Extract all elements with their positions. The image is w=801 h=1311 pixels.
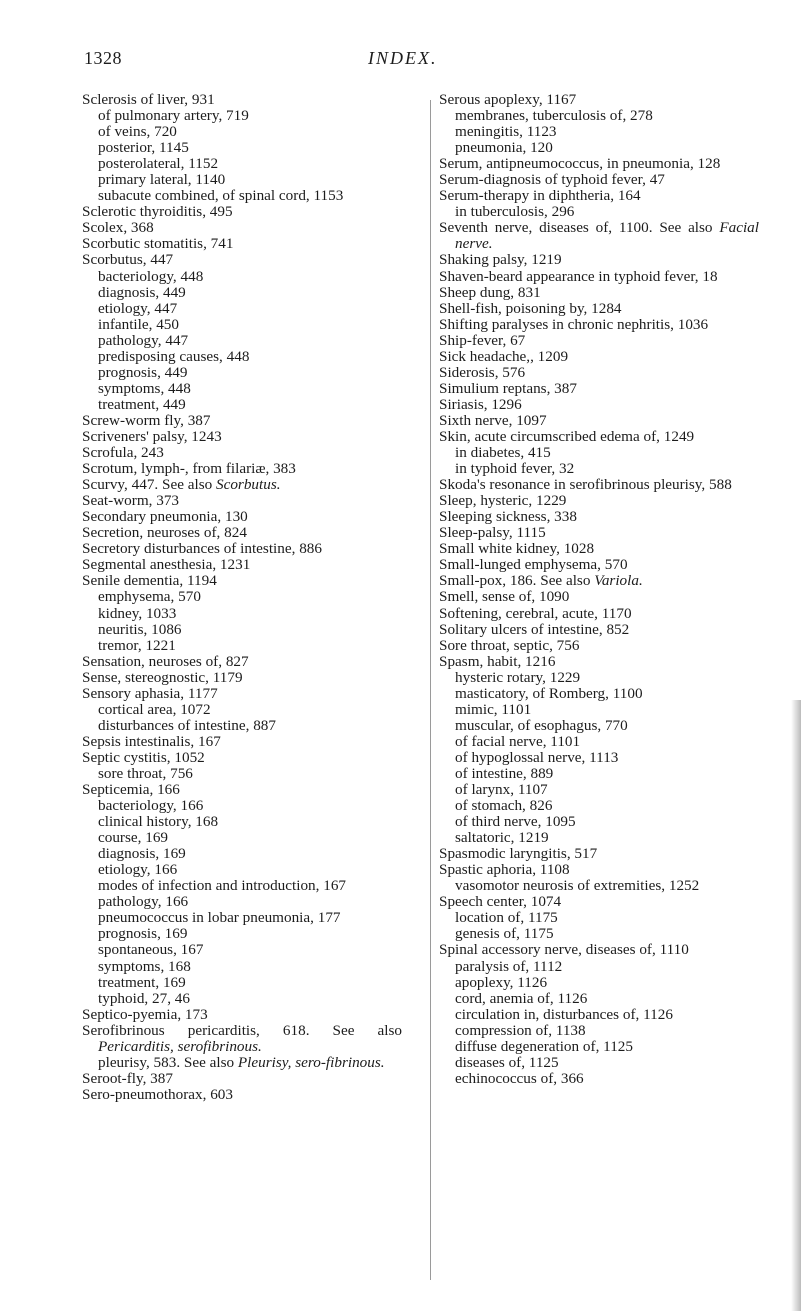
index-entry — [82, 397, 402, 413]
index-entry-text: Spastic aphoria, 1108 — [439, 861, 570, 879]
index-entry — [439, 493, 759, 509]
index-entry-text: Simulium reptans, 387 — [439, 379, 577, 397]
index-entry-text: Sense, stereognostic, 1179 — [82, 668, 243, 686]
index-entry — [82, 413, 402, 429]
index-entry-text: apoplexy, 1126 — [455, 973, 548, 991]
index-entry-text: Septicemia, 166 — [82, 781, 180, 799]
index-entry-text: bacteriology, 166 — [98, 797, 204, 815]
index-entry-text: of veins, 720 — [98, 123, 177, 141]
index-entry — [82, 654, 402, 670]
index-entry-text: compression of, 1138 — [455, 1021, 586, 1039]
index-entry — [82, 878, 402, 894]
index-entry-text: Ship-fever, 67 — [439, 331, 526, 349]
index-entry-text: Sensory aphasia, 1177 — [82, 684, 218, 702]
page-edge-shadow — [791, 700, 801, 1311]
index-entry — [439, 365, 759, 381]
index-entry — [439, 894, 759, 910]
index-entry — [439, 766, 759, 782]
index-entry-text: echinococcus of, 366 — [455, 1069, 584, 1087]
index-entry — [82, 92, 402, 108]
index-entry-text: Speech center, 1074 — [439, 893, 562, 911]
index-entry-text: in diabetes, 415 — [455, 444, 551, 462]
index-entry-text: of stomach, 826 — [455, 797, 553, 815]
index-entry-text: mimic, 1101 — [455, 700, 532, 718]
index-entry-text: etiology, 166 — [98, 861, 178, 879]
index-entry-text: infantile, 450 — [98, 315, 179, 333]
index-entry — [82, 750, 402, 766]
index-entry-text: pathology, 166 — [98, 893, 189, 911]
index-entry — [82, 1007, 402, 1023]
index-entry — [439, 718, 759, 734]
index-entry-text: subacute combined, of spinal cord, 1153 — [98, 187, 344, 205]
index-entry-text: diagnosis, 169 — [98, 845, 186, 863]
index-entry-crossref: Variola. — [594, 572, 643, 590]
index-entry — [82, 926, 402, 942]
index-column-right — [439, 92, 759, 1087]
index-entry — [439, 317, 759, 333]
index-entry-text: course, 169 — [98, 829, 169, 847]
index-entry-text: Scolex, 368 — [82, 219, 154, 237]
index-entry — [82, 349, 402, 365]
index-entry-text: pneumonia, 120 — [455, 139, 553, 157]
index-entry-text: Seat-worm, 373 — [82, 492, 180, 510]
index-entry — [439, 606, 759, 622]
index-entry-text: in typhoid fever, 32 — [455, 460, 575, 478]
index-entry-text: clinical history, 168 — [98, 813, 219, 831]
column-divider — [430, 100, 431, 1280]
index-entry-text: meningitis, 1123 — [455, 123, 557, 141]
index-entry-text: Skoda's resonance in serofibrinous pleurisy, 588 — [439, 476, 732, 494]
index-entry-text: posterolateral, 1152 — [98, 155, 219, 173]
index-entry-text: Softening, cerebral, acute, 1170 — [439, 604, 632, 622]
index-entry — [439, 846, 759, 862]
index-entry-text: Shaven-beard appearance in typhoid fever, 18 — [439, 267, 718, 285]
index-entry — [439, 670, 759, 686]
index-entry — [82, 846, 402, 862]
index-entry — [439, 959, 759, 975]
index-entry-text: Secretory disturbances of intestine, 886 — [82, 540, 322, 558]
index-entry — [439, 108, 759, 124]
index-entry — [82, 606, 402, 622]
index-entry — [439, 252, 759, 268]
index-entry — [82, 333, 402, 349]
index-entry — [439, 172, 759, 188]
index-entry — [439, 124, 759, 140]
index-entry-text: Screw-worm fly, 387 — [82, 411, 211, 429]
index-entry-text: sore throat, 756 — [98, 764, 193, 782]
index-entry — [439, 814, 759, 830]
index-entry — [439, 381, 759, 397]
index-entry-text: Sclerotic thyroiditis, 495 — [82, 203, 233, 221]
index-entry — [82, 862, 402, 878]
index-entry-text: membranes, tuberculosis of, 278 — [455, 107, 653, 125]
index-entry-text: paralysis of, 1112 — [455, 957, 563, 975]
index-entry — [82, 252, 402, 268]
page-number: 1328 — [84, 48, 122, 68]
index-entry — [82, 108, 402, 124]
index-entry-text: posterior, 1145 — [98, 139, 189, 157]
index-entry-text: Skin, acute circumscribed edema of, 1249 — [439, 427, 695, 445]
index-entry — [439, 188, 759, 204]
index-entry-text: of facial nerve, 1101 — [455, 732, 581, 750]
index-entry — [82, 991, 402, 1007]
index-entry-text: cortical area, 1072 — [98, 700, 211, 718]
index-entry-text: Siderosis, 576 — [439, 363, 526, 381]
index-entry — [439, 461, 759, 477]
index-entry — [82, 1055, 402, 1071]
index-entry — [82, 894, 402, 910]
index-entry — [82, 622, 402, 638]
index-entry-text: hysteric rotary, 1229 — [455, 668, 581, 686]
index-entry — [439, 734, 759, 750]
index-entry-text: symptoms, 168 — [98, 957, 191, 975]
index-entry — [82, 910, 402, 926]
index-entry-text: Sore throat, septic, 756 — [439, 636, 580, 654]
index-entry-crossref: Pericarditis, serofibrinous. — [98, 1037, 262, 1055]
index-entry-text: emphysema, 570 — [98, 588, 201, 606]
index-entry-text: Sclerosis of liver, 931 — [82, 91, 215, 108]
index-entry — [82, 942, 402, 958]
index-entry-crossref: Pleurisy, sero-fibrinous. — [237, 1053, 385, 1071]
index-entry — [82, 220, 402, 236]
index-entry — [439, 878, 759, 894]
index-entry-text: Sick headache,, 1209 — [439, 347, 569, 365]
index-entry — [439, 397, 759, 413]
index-entry — [82, 477, 402, 493]
index-entry-text: genesis of, 1175 — [455, 925, 554, 943]
index-entry-text: Scorbutus, 447 — [82, 251, 174, 269]
index-entry-text: Seventh nerve, diseases of, 1100. See also — [439, 219, 713, 237]
index-entry — [82, 317, 402, 333]
index-entry-text: Scriveners' palsy, 1243 — [82, 427, 222, 445]
index-entry-text: Sepsis intestinalis, 167 — [82, 732, 221, 750]
index-entry — [82, 975, 402, 991]
index-entry — [82, 573, 402, 589]
index-entry-text: Shaking palsy, 1219 — [439, 251, 562, 269]
index-entry-text: Spasm, habit, 1216 — [439, 652, 556, 670]
index-entry — [82, 525, 402, 541]
index-entry-text: Senile dementia, 1194 — [82, 572, 217, 590]
index-entry — [82, 269, 402, 285]
index-entry — [439, 975, 759, 991]
index-entry — [82, 830, 402, 846]
index-entry-text: Shifting paralyses in chronic nephritis, 1036 — [439, 315, 709, 333]
index-entry — [439, 429, 759, 445]
index-entry-text: vasomotor neurosis of extremities, 1252 — [455, 877, 700, 895]
index-entry — [439, 156, 759, 172]
index-entry — [439, 140, 759, 156]
index-entry — [439, 509, 759, 525]
index-entry-text: Secretion, neuroses of, 824 — [82, 524, 247, 542]
index-entry — [439, 750, 759, 766]
index-entry-text: Siriasis, 1296 — [439, 395, 522, 413]
index-entry-text: primary lateral, 1140 — [98, 171, 226, 189]
index-entry-text: Scrofula, 243 — [82, 444, 164, 462]
index-entry — [439, 573, 759, 589]
index-entry — [439, 220, 759, 252]
index-entry — [82, 236, 402, 252]
index-entry-text: of third nerve, 1095 — [455, 813, 576, 831]
index-entry — [82, 381, 402, 397]
index-entry-text: of larynx, 1107 — [455, 781, 548, 799]
index-entry — [439, 942, 759, 958]
index-entry — [82, 445, 402, 461]
index-entry-text: Serofibrinous pericarditis, 618. See also — [82, 1021, 402, 1039]
index-entry-text: typhoid, 27, 46 — [98, 989, 190, 1007]
index-entry — [439, 1023, 759, 1039]
index-entry-text: masticatory, of Romberg, 1100 — [455, 684, 643, 702]
index-entry-text: Seroot-fly, 387 — [82, 1069, 173, 1087]
index-entry-text: kidney, 1033 — [98, 604, 177, 622]
index-entry-text: diseases of, 1125 — [455, 1053, 559, 1071]
index-entry — [82, 766, 402, 782]
index-entry — [439, 92, 759, 108]
index-entry-text: Sleeping sickness, 338 — [439, 508, 577, 526]
index-entry — [439, 1055, 759, 1071]
index-entry-text: Secondary pneumonia, 130 — [82, 508, 248, 526]
index-entry — [439, 926, 759, 942]
index-entry-text: of intestine, 889 — [455, 764, 554, 782]
index-entry-text: diffuse degeneration of, 1125 — [455, 1037, 633, 1055]
index-entry — [82, 301, 402, 317]
index-entry — [439, 445, 759, 461]
index-entry-text: Sensation, neuroses of, 827 — [82, 652, 249, 670]
index-entry-text: Serum, antipneumococcus, in pneumonia, 128 — [439, 155, 721, 173]
index-entry-text: pneumococcus in lobar pneumonia, 177 — [98, 909, 341, 927]
index-entry — [82, 461, 402, 477]
index-entry-text: in tuberculosis, 296 — [455, 203, 575, 221]
index-entry — [439, 301, 759, 317]
index-entry — [439, 204, 759, 220]
index-entry — [439, 541, 759, 557]
index-entry — [439, 269, 759, 285]
running-head: INDEX. — [368, 48, 438, 68]
index-entry — [82, 814, 402, 830]
index-entry-text: tremor, 1221 — [98, 636, 176, 654]
index-entry — [82, 365, 402, 381]
index-entry-text: Scrotum, lymph-, from filariæ, 383 — [82, 460, 296, 478]
index-entry — [82, 156, 402, 172]
index-entry-text: Serum-therapy in diphtheria, 164 — [439, 187, 641, 205]
index-entry-text: Solitary ulcers of intestine, 852 — [439, 620, 630, 638]
index-entry — [439, 1039, 759, 1055]
index-entry — [439, 798, 759, 814]
index-entry-text: neuritis, 1086 — [98, 620, 182, 638]
index-entry — [82, 557, 402, 573]
index-entry — [439, 686, 759, 702]
index-entry-text: Small-pox, 186. See also — [439, 572, 591, 590]
index-entry-text: Septic cystitis, 1052 — [82, 748, 205, 766]
index-entry-text: circulation in, disturbances of, 1126 — [455, 1005, 673, 1023]
index-entry — [82, 493, 402, 509]
index-entry — [82, 204, 402, 220]
index-entry — [439, 782, 759, 798]
index-entry-text: of pulmonary artery, 719 — [98, 107, 249, 125]
index-entry — [439, 333, 759, 349]
index-entry — [82, 1023, 402, 1055]
index-entry-text: Sixth nerve, 1097 — [439, 411, 547, 429]
index-entry-text: spontaneous, 167 — [98, 941, 204, 959]
index-entry-text: Shell-fish, poisoning by, 1284 — [439, 299, 622, 317]
index-entry-text: prognosis, 449 — [98, 363, 188, 381]
index-entry — [439, 477, 759, 493]
index-entry-text: Sero-pneumothorax, 603 — [82, 1085, 233, 1103]
index-entry-text: symptoms, 448 — [98, 379, 191, 397]
index-entry-text: Spinal accessory nerve, diseases of, 1110 — [439, 941, 689, 959]
index-entry — [82, 782, 402, 798]
index-entry — [439, 622, 759, 638]
index-entry — [82, 670, 402, 686]
index-entry-text: Serum-diagnosis of typhoid fever, 47 — [439, 171, 665, 189]
index-entry — [439, 910, 759, 926]
index-entry-text: Septico-pyemia, 173 — [82, 1005, 208, 1023]
index-entry — [82, 429, 402, 445]
index-entry-text: Sheep dung, 831 — [439, 283, 541, 301]
index-entry — [82, 541, 402, 557]
index-entry-text: saltatoric, 1219 — [455, 829, 549, 847]
index-entry-text: Serous apoplexy, 1167 — [439, 91, 577, 108]
index-entry — [82, 638, 402, 654]
index-entry-text: Smell, sense of, 1090 — [439, 588, 570, 606]
index-entry-text: location of, 1175 — [455, 909, 558, 927]
index-entry — [82, 1087, 402, 1103]
index-entry-text: etiology, 447 — [98, 299, 178, 317]
index-entry-text: muscular, of esophagus, 770 — [455, 716, 628, 734]
index-entry-text: diagnosis, 449 — [98, 283, 186, 301]
index-entry — [82, 509, 402, 525]
index-entry — [82, 959, 402, 975]
index-entry-text: modes of infection and introduction, 167 — [98, 877, 347, 895]
index-entry-text: Sleep-palsy, 1115 — [439, 524, 546, 542]
index-entry — [82, 172, 402, 188]
index-entry — [439, 589, 759, 605]
index-entry — [439, 991, 759, 1007]
index-entry-text: treatment, 449 — [98, 395, 186, 413]
index-entry-text: Sleep, hysteric, 1229 — [439, 492, 567, 510]
index-entry — [439, 413, 759, 429]
index-entry — [82, 140, 402, 156]
index-entry-text: treatment, 169 — [98, 973, 186, 991]
index-entry — [439, 638, 759, 654]
index-entry — [439, 830, 759, 846]
index-entry-text: of hypoglossal nerve, 1113 — [455, 748, 619, 766]
index-entry — [82, 798, 402, 814]
index-entry-crossref: Scorbutus. — [216, 476, 281, 494]
index-entry-text: Small-lunged emphysema, 570 — [439, 556, 628, 574]
index-entry — [82, 718, 402, 734]
index-entry — [439, 862, 759, 878]
index-entry-text: pathology, 447 — [98, 331, 189, 349]
index-entry — [439, 1007, 759, 1023]
index-entry-text: bacteriology, 448 — [98, 267, 204, 285]
index-entry — [439, 525, 759, 541]
index-entry-text: prognosis, 169 — [98, 925, 188, 943]
index-entry — [82, 589, 402, 605]
index-entry-text: pleurisy, 583. See also — [98, 1053, 235, 1071]
index-entry — [439, 654, 759, 670]
index-entry-crossref: Facial nerve. — [455, 219, 759, 253]
index-entry — [82, 188, 402, 204]
index-entry-text: cord, anemia of, 1126 — [455, 989, 588, 1007]
index-entry — [439, 285, 759, 301]
index-entry — [439, 1071, 759, 1087]
index-entry-text: Spasmodic laryngitis, 517 — [439, 845, 598, 863]
index-entry — [439, 557, 759, 573]
index-entry-text: predisposing causes, 448 — [98, 347, 250, 365]
index-entry — [439, 702, 759, 718]
index-entry — [82, 702, 402, 718]
index-entry-text: Scurvy, 447. See also — [82, 476, 213, 494]
index-entry — [82, 124, 402, 140]
index-entry-text: Segmental anesthesia, 1231 — [82, 556, 251, 574]
index-entry — [82, 1071, 402, 1087]
index-entry-text: disturbances of intestine, 887 — [98, 716, 276, 734]
index-entry — [82, 686, 402, 702]
index-entry-text: Scorbutic stomatitis, 741 — [82, 235, 234, 253]
index-entry — [82, 285, 402, 301]
index-entry — [439, 349, 759, 365]
index-column-left — [82, 92, 402, 1103]
index-entry-text: Small white kidney, 1028 — [439, 540, 595, 558]
index-entry — [82, 734, 402, 750]
